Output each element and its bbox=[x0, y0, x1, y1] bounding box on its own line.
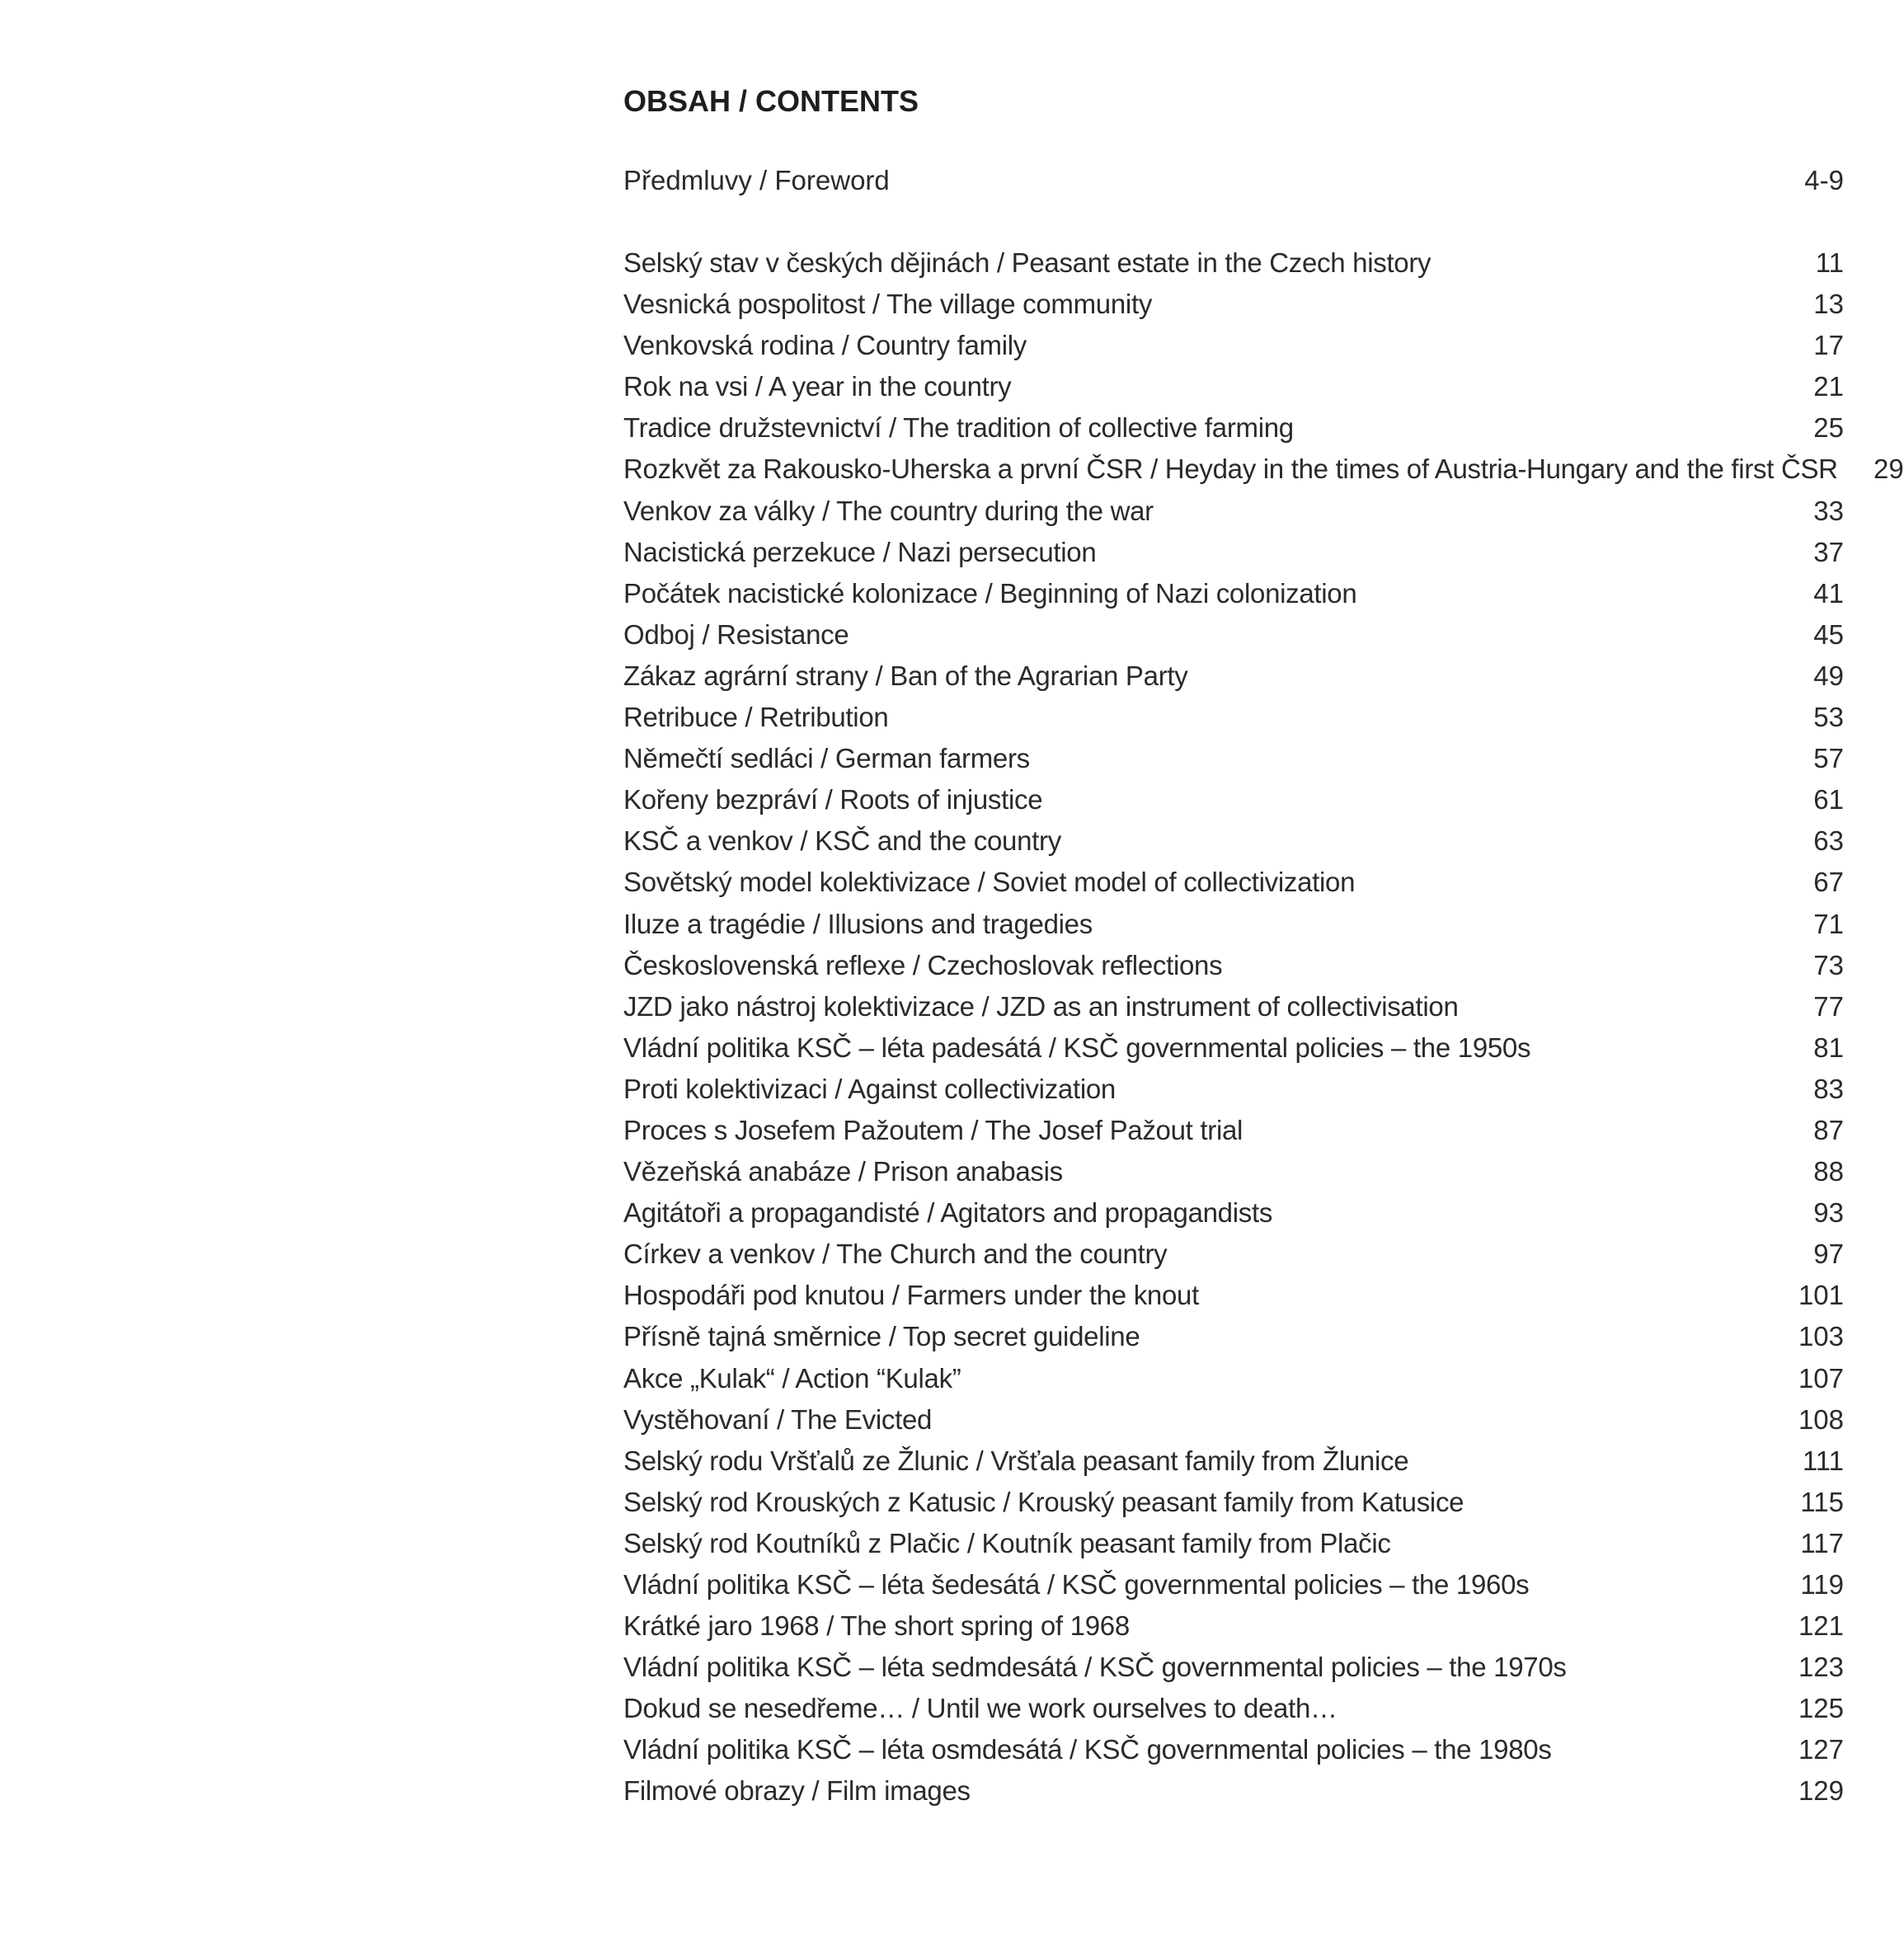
toc-entry-label: Tradice družstevnictví / The tradition of collective farming bbox=[623, 412, 1294, 444]
toc-entry-label: Církev a venkov / The Church and the country bbox=[623, 1239, 1168, 1270]
toc-entry-page-number: 111 bbox=[1802, 1445, 1844, 1476]
toc-entry-page-number: 125 bbox=[1798, 1693, 1844, 1724]
toc-entry-label: Dokud se nesedřeme… / Until we work ourselves to death… bbox=[623, 1693, 1338, 1724]
toc-entry-label: Vládní politika KSČ – léta padesátá / KSČ governmental policies – the 1950s bbox=[623, 1032, 1531, 1063]
toc-entry-page-number: 93 bbox=[1813, 1197, 1844, 1229]
toc-entry bbox=[623, 697, 1844, 738]
toc-entry-page-number: 77 bbox=[1813, 990, 1844, 1022]
toc-entry-label: Venkov za války / The country during the war bbox=[623, 495, 1154, 526]
toc-entry bbox=[623, 1069, 1844, 1110]
toc-entry-page-number: 101 bbox=[1798, 1280, 1844, 1311]
toc-entry bbox=[623, 1110, 1844, 1151]
toc-entry-page-number: 88 bbox=[1813, 1156, 1844, 1187]
toc-entry bbox=[623, 986, 1844, 1027]
toc-entry-page-number: 33 bbox=[1813, 495, 1844, 526]
toc-entry-label: Vládní politika KSČ – léta šedesátá / KSČ governmental policies – the 1960s bbox=[623, 1569, 1530, 1600]
toc-entry-label: Československá reflexe / Czechoslovak reflections bbox=[623, 949, 1223, 980]
toc-entry-label: Vládní politika KSČ – léta sedmdesátá / KSČ governmental policies – the 1970s bbox=[623, 1652, 1567, 1683]
toc-entry-page-number: 41 bbox=[1813, 577, 1844, 609]
toc-entry-page-number: 129 bbox=[1798, 1775, 1844, 1807]
toc-entry-label: Vystěhovaní / The Evicted bbox=[623, 1403, 933, 1435]
toc-entry-list bbox=[623, 242, 1904, 1812]
toc-entry bbox=[623, 945, 1844, 986]
toc-entry bbox=[623, 1688, 1844, 1729]
toc-entry bbox=[623, 449, 1904, 490]
toc-entry-page-number: 81 bbox=[1813, 1032, 1844, 1063]
toc-entry bbox=[623, 1275, 1844, 1316]
toc-entry bbox=[623, 1523, 1844, 1564]
toc-entry bbox=[623, 614, 1844, 656]
toc-entry bbox=[623, 1399, 1844, 1441]
toc-entry bbox=[623, 1482, 1844, 1523]
toc-entry-label: Filmové obrazy / Film images bbox=[623, 1775, 971, 1807]
toc-entry-label: Vládní politika KSČ – léta osmdesátá / KSČ governmental policies – the 1980s bbox=[623, 1734, 1552, 1765]
toc-entry-page-number: 11 bbox=[1815, 247, 1844, 278]
toc-entry bbox=[623, 573, 1844, 614]
toc-entry-label: Nacistická perzekuce / Nazi persecution bbox=[623, 536, 1097, 567]
toc-entry-label: Agitátoři a propagandisté / Agitators and propagandists bbox=[623, 1197, 1273, 1229]
toc-entry-page-number: 17 bbox=[1813, 330, 1844, 361]
toc-entry-page-number: 53 bbox=[1813, 702, 1844, 733]
toc-entry-label: Hospodáři pod knutou / Farmers under the knout bbox=[623, 1280, 1199, 1311]
toc-entry-page-number: 121 bbox=[1798, 1610, 1844, 1642]
toc-entry-label: KSČ a venkov / KSČ and the country bbox=[623, 825, 1061, 857]
toc-entry-page-number: 71 bbox=[1813, 908, 1844, 939]
toc-entry-page-number: 73 bbox=[1813, 949, 1844, 980]
toc-entry-label: Proti kolektivizaci / Against collectivization bbox=[623, 1073, 1116, 1104]
toc-entry-label: Akce „Kulak“ / Action “Kulak” bbox=[623, 1362, 961, 1394]
toc-entry bbox=[623, 1151, 1844, 1192]
toc-entry-label: Rozkvět za Rakousko-Uherska a první ČSR / Heyday in the times of Austria-Hungary and the first ČSR bbox=[623, 454, 1838, 485]
toc-entry bbox=[623, 862, 1844, 903]
toc-entry-page-number: 127 bbox=[1798, 1734, 1844, 1765]
toc-entry-label: Přísně tajná směrnice / Top secret guideline bbox=[623, 1321, 1140, 1352]
toc-entry-page-number: 103 bbox=[1798, 1321, 1844, 1352]
toc-entry-page-number: 87 bbox=[1813, 1114, 1844, 1145]
toc-entry-page-number: 97 bbox=[1813, 1239, 1844, 1270]
toc-entry bbox=[623, 904, 1844, 945]
toc-entry-page-number: 63 bbox=[1813, 825, 1844, 857]
toc-entry-label: Vesnická pospolitost / The village community bbox=[623, 289, 1153, 320]
toc-entry bbox=[623, 738, 1844, 779]
toc-entry bbox=[623, 1027, 1844, 1069]
toc-entry bbox=[623, 1192, 1844, 1234]
toc-entry-label: Sovětský model kolektivizace / Soviet model of collectivization bbox=[623, 867, 1356, 898]
toc-entry-label: Předmluvy / Foreword bbox=[623, 165, 890, 195]
toc-entry-page-number: 49 bbox=[1813, 660, 1844, 691]
toc-entry-label: Krátké jaro 1968 / The short spring of 1968 bbox=[623, 1610, 1130, 1642]
toc-entry-page-number: 117 bbox=[1800, 1527, 1844, 1558]
toc-entry-page-number: 119 bbox=[1800, 1569, 1844, 1600]
toc-entry bbox=[623, 407, 1844, 449]
toc-entry-page-number: 115 bbox=[1800, 1486, 1844, 1517]
toc-entry-page-number: 45 bbox=[1813, 618, 1844, 650]
toc-entry-label: Venkovská rodina / Country family bbox=[623, 330, 1027, 361]
table-of-contents bbox=[623, 79, 1904, 1812]
toc-entry bbox=[623, 1234, 1844, 1275]
toc-entry-page-number: 4-9 bbox=[1804, 165, 1844, 195]
toc-entry-label: Retribuce / Retribution bbox=[623, 702, 889, 733]
toc-entry bbox=[623, 325, 1844, 366]
toc-entry bbox=[623, 1647, 1844, 1688]
toc-entry-page-number: 25 bbox=[1813, 412, 1844, 444]
toc-entry-label: Iluze a tragédie / Illusions and tragedies bbox=[623, 908, 1093, 939]
toc-entry bbox=[623, 1770, 1844, 1812]
toc-entry-label: Proces s Josefem Pažoutem / The Josef Pažout trial bbox=[623, 1114, 1243, 1145]
toc-entry-page-number: 108 bbox=[1798, 1403, 1844, 1435]
toc-entry-label: Selský rodu Vršťalů ze Žlunic / Vršťala peasant family from Žlunice bbox=[623, 1445, 1409, 1476]
toc-entry-label: Selský stav v českých dějinách / Peasant estate in the Czech history bbox=[623, 247, 1432, 278]
toc-entry bbox=[623, 532, 1844, 573]
toc-entry-label: Selský rod Krouských z Katusic / Krouský peasant family from Katusice bbox=[623, 1486, 1464, 1517]
toc-entry bbox=[623, 366, 1844, 407]
toc-entry-page-number: 83 bbox=[1813, 1073, 1844, 1104]
toc-entry bbox=[623, 820, 1844, 862]
toc-entry-page-number: 67 bbox=[1813, 867, 1844, 898]
toc-entry bbox=[623, 1358, 1844, 1399]
toc-entry bbox=[623, 1564, 1844, 1605]
toc-entry-foreword bbox=[623, 160, 1844, 201]
toc-entry-page-number: 37 bbox=[1813, 536, 1844, 567]
toc-entry-page-number: 13 bbox=[1813, 289, 1844, 320]
toc-entry-label: JZD jako nástroj kolektivizace / JZD as an instrument of collectivisation bbox=[623, 990, 1459, 1022]
toc-entry bbox=[623, 242, 1844, 284]
toc-entry-label: Kořeny bezpráví / Roots of injustice bbox=[623, 784, 1043, 816]
toc-entry-label: Němečtí sedláci / German farmers bbox=[623, 743, 1030, 774]
toc-entry-label: Vězeňská anabáze / Prison anabasis bbox=[623, 1156, 1063, 1187]
toc-entry-label: Rok na vsi / A year in the country bbox=[623, 371, 1012, 402]
toc-entry bbox=[623, 1316, 1844, 1357]
toc-entry bbox=[623, 656, 1844, 697]
toc-entry-label: Zákaz agrární strany / Ban of the Agrarian Party bbox=[623, 660, 1188, 691]
toc-entry bbox=[623, 1729, 1844, 1770]
toc-entry bbox=[623, 284, 1844, 325]
toc-entry-page-number: 61 bbox=[1813, 784, 1844, 816]
toc-entry-label: Odboj / Resistance bbox=[623, 618, 849, 650]
toc-entry bbox=[623, 1605, 1844, 1647]
toc-entry-page-number: 29 bbox=[1873, 454, 1904, 485]
toc-entry bbox=[623, 779, 1844, 820]
toc-entry-page-number: 107 bbox=[1798, 1362, 1844, 1394]
toc-entry-page-number: 21 bbox=[1813, 371, 1844, 402]
toc-entry-label: Selský rod Koutníků z Plačic / Koutník peasant family from Plačic bbox=[623, 1527, 1391, 1558]
toc-entry-page-number: 123 bbox=[1798, 1652, 1844, 1683]
toc-entry-label: Počátek nacistické kolonizace / Beginning of Nazi colonization bbox=[623, 577, 1357, 609]
toc-entry bbox=[623, 491, 1844, 532]
page-title: OBSAH / CONTENTS bbox=[623, 84, 919, 118]
toc-entry bbox=[623, 1441, 1844, 1482]
toc-entry-page-number: 57 bbox=[1813, 743, 1844, 774]
